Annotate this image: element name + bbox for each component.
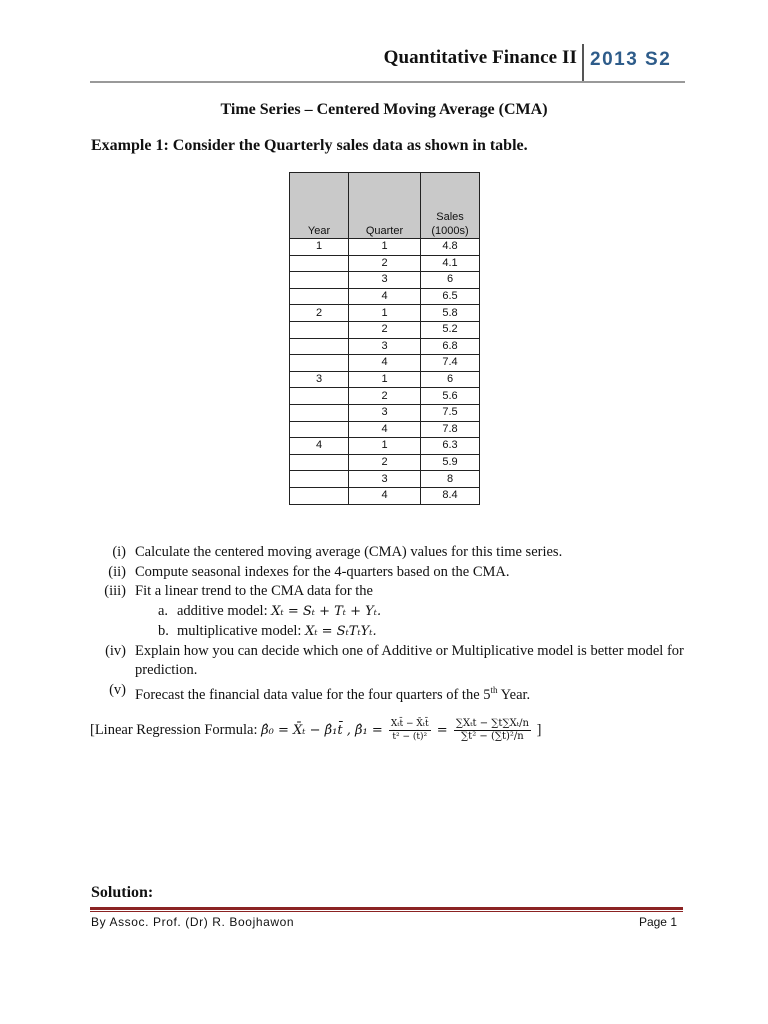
cell-quarter: 4 (349, 421, 421, 438)
sales-table-body (290, 239, 480, 505)
cell-sales: 6.8 (421, 338, 480, 355)
task-item (88, 642, 695, 681)
cell-year (290, 321, 349, 338)
cell-year: 4 (290, 438, 349, 455)
cell-year (290, 471, 349, 488)
cell-quarter: 3 (349, 404, 421, 421)
table-row (290, 239, 480, 256)
cell-sales: 6.5 (421, 288, 480, 305)
model-label: additive model: (177, 603, 272, 620)
cell-sales: 5.2 (421, 321, 480, 338)
header-title: Quantitative Finance II (383, 47, 577, 68)
model-item-multiplicative (158, 622, 695, 642)
cell-quarter: 2 (349, 321, 421, 338)
task-item (88, 681, 695, 706)
task-text: Calculate the centered moving average (CMA) values for this time series. (135, 544, 563, 560)
fraction-denominator: ∑t² − (∑t)²/n (461, 731, 524, 742)
cell-quarter: 1 (349, 239, 421, 256)
cell-sales: 6 (421, 272, 480, 289)
task-text (135, 681, 695, 706)
footer-page-number: Page 1 (638, 915, 677, 929)
cell-year (290, 404, 349, 421)
formula-beta0: β̂₀ = X̄ₜ − β̂₁t̄ , (261, 723, 351, 738)
formula-fraction-1 (389, 718, 431, 743)
model-letter: a. (158, 603, 169, 620)
cell-sales: 7.4 (421, 355, 480, 372)
model-formula: Xₜ = SₜTₜYₜ. (305, 623, 377, 639)
table-row (290, 272, 480, 289)
table-row (290, 388, 480, 405)
table-row (290, 487, 480, 504)
cell-quarter: 3 (349, 272, 421, 289)
footer-rule-thin (90, 911, 683, 912)
cell-year: 3 (290, 371, 349, 388)
task-text: Fit a linear trend to the CMA data for the (135, 583, 373, 600)
cell-quarter: 3 (349, 338, 421, 355)
cell-quarter: 4 (349, 355, 421, 372)
task-text-part: Year. (497, 686, 531, 703)
cell-quarter: 2 (349, 255, 421, 272)
cell-year (290, 355, 349, 372)
cell-quarter: 4 (349, 487, 421, 504)
cell-quarter: 2 (349, 388, 421, 405)
footer-rule-thick (90, 907, 683, 910)
table-row (290, 321, 480, 338)
cell-sales: 7.8 (421, 421, 480, 438)
task-superscript: th (490, 684, 498, 695)
table-row (290, 404, 480, 421)
cell-quarter: 1 (349, 305, 421, 322)
formula-beta1: β̂₁ = (350, 723, 387, 738)
task-number: (ii) (108, 563, 126, 580)
fraction-denominator: t̄² − (t̄)² (392, 732, 428, 742)
cell-sales: 6 (421, 371, 480, 388)
example-heading: Example 1: Consider the Quarterly sales data as shown in table. (91, 137, 528, 154)
cell-year (290, 487, 349, 504)
fraction-numerator: Xₜt̄ − X̄ₜt̄ (390, 719, 429, 729)
table-row (290, 255, 480, 272)
header-course-code: 2013 S2 (590, 49, 672, 70)
cell-sales: 6.3 (421, 438, 480, 455)
model-item-additive (158, 602, 695, 622)
cell-year: 2 (290, 305, 349, 322)
table-row (290, 288, 480, 305)
cell-quarter: 4 (349, 288, 421, 305)
task-text-part: Forecast the financial data value for the four quarters of the 5 (135, 686, 491, 703)
sales-table (289, 172, 480, 505)
table-row (290, 438, 480, 455)
table-row (290, 471, 480, 488)
cell-year: 1 (290, 239, 349, 256)
cell-sales: 7.5 (421, 404, 480, 421)
fraction-numerator: ∑Xₜt − ∑t∑Xₜ/n (455, 718, 529, 729)
cell-sales: 5.6 (421, 388, 480, 405)
table-header-row (290, 173, 480, 239)
model-formula: Xₜ = Sₜ + Tₜ + Yₜ. (271, 604, 382, 620)
cell-quarter: 1 (349, 371, 421, 388)
column-header-quarter: Quarter (349, 173, 421, 239)
task-text: Explain how you can decide which one of Additive or Multiplicative model is better model for prediction. (135, 642, 684, 679)
cell-quarter: 1 (349, 438, 421, 455)
task-number: (iv) (105, 642, 126, 659)
task-number: (i) (112, 544, 126, 560)
task-item (88, 543, 695, 563)
cell-quarter: 2 (349, 454, 421, 471)
cell-year (290, 288, 349, 305)
formula-prefix: [Linear Regression Formula: (90, 722, 262, 738)
formula-fraction-2 (454, 718, 531, 743)
formula-equals: = (432, 723, 452, 738)
table-row (290, 355, 480, 372)
cell-year (290, 255, 349, 272)
header-separator (582, 44, 584, 81)
table-row (290, 338, 480, 355)
model-letter: b. (158, 622, 169, 639)
task-number: (v) (109, 681, 126, 698)
task-item (88, 582, 695, 602)
cell-sales: 5.8 (421, 305, 480, 322)
cell-sales: 8 (421, 471, 480, 488)
regression-formula (90, 718, 541, 764)
cell-sales: 8.4 (421, 487, 480, 504)
cell-sales: 4.8 (421, 239, 480, 256)
model-label: multiplicative model: (177, 622, 306, 639)
cell-year (290, 272, 349, 289)
column-header-year: Year (290, 173, 349, 239)
column-header-sales (421, 173, 480, 239)
task-number: (iii) (104, 583, 126, 600)
table-row (290, 305, 480, 322)
table-row (290, 454, 480, 471)
task-item (88, 563, 695, 583)
cell-year (290, 338, 349, 355)
cell-year (290, 454, 349, 471)
sales-header-text: Sales (1000s) (431, 211, 469, 237)
formula-suffix: ] (532, 722, 542, 738)
cell-sales: 4.1 (421, 255, 480, 272)
header-rule (90, 81, 685, 83)
cell-sales: 5.9 (421, 454, 480, 471)
cell-quarter: 3 (349, 471, 421, 488)
task-text: Compute seasonal indexes for the 4-quarters based on the CMA. (135, 563, 510, 580)
solution-heading: Solution: (91, 884, 154, 901)
table-row (290, 421, 480, 438)
cell-year (290, 421, 349, 438)
cell-year (290, 388, 349, 405)
table-row (290, 371, 480, 388)
document-title: Time Series – Centered Moving Average (CMA) (220, 101, 548, 118)
task-list (88, 543, 695, 705)
footer-author: By Assoc. Prof. (Dr) R. Boojhawon (91, 915, 295, 929)
